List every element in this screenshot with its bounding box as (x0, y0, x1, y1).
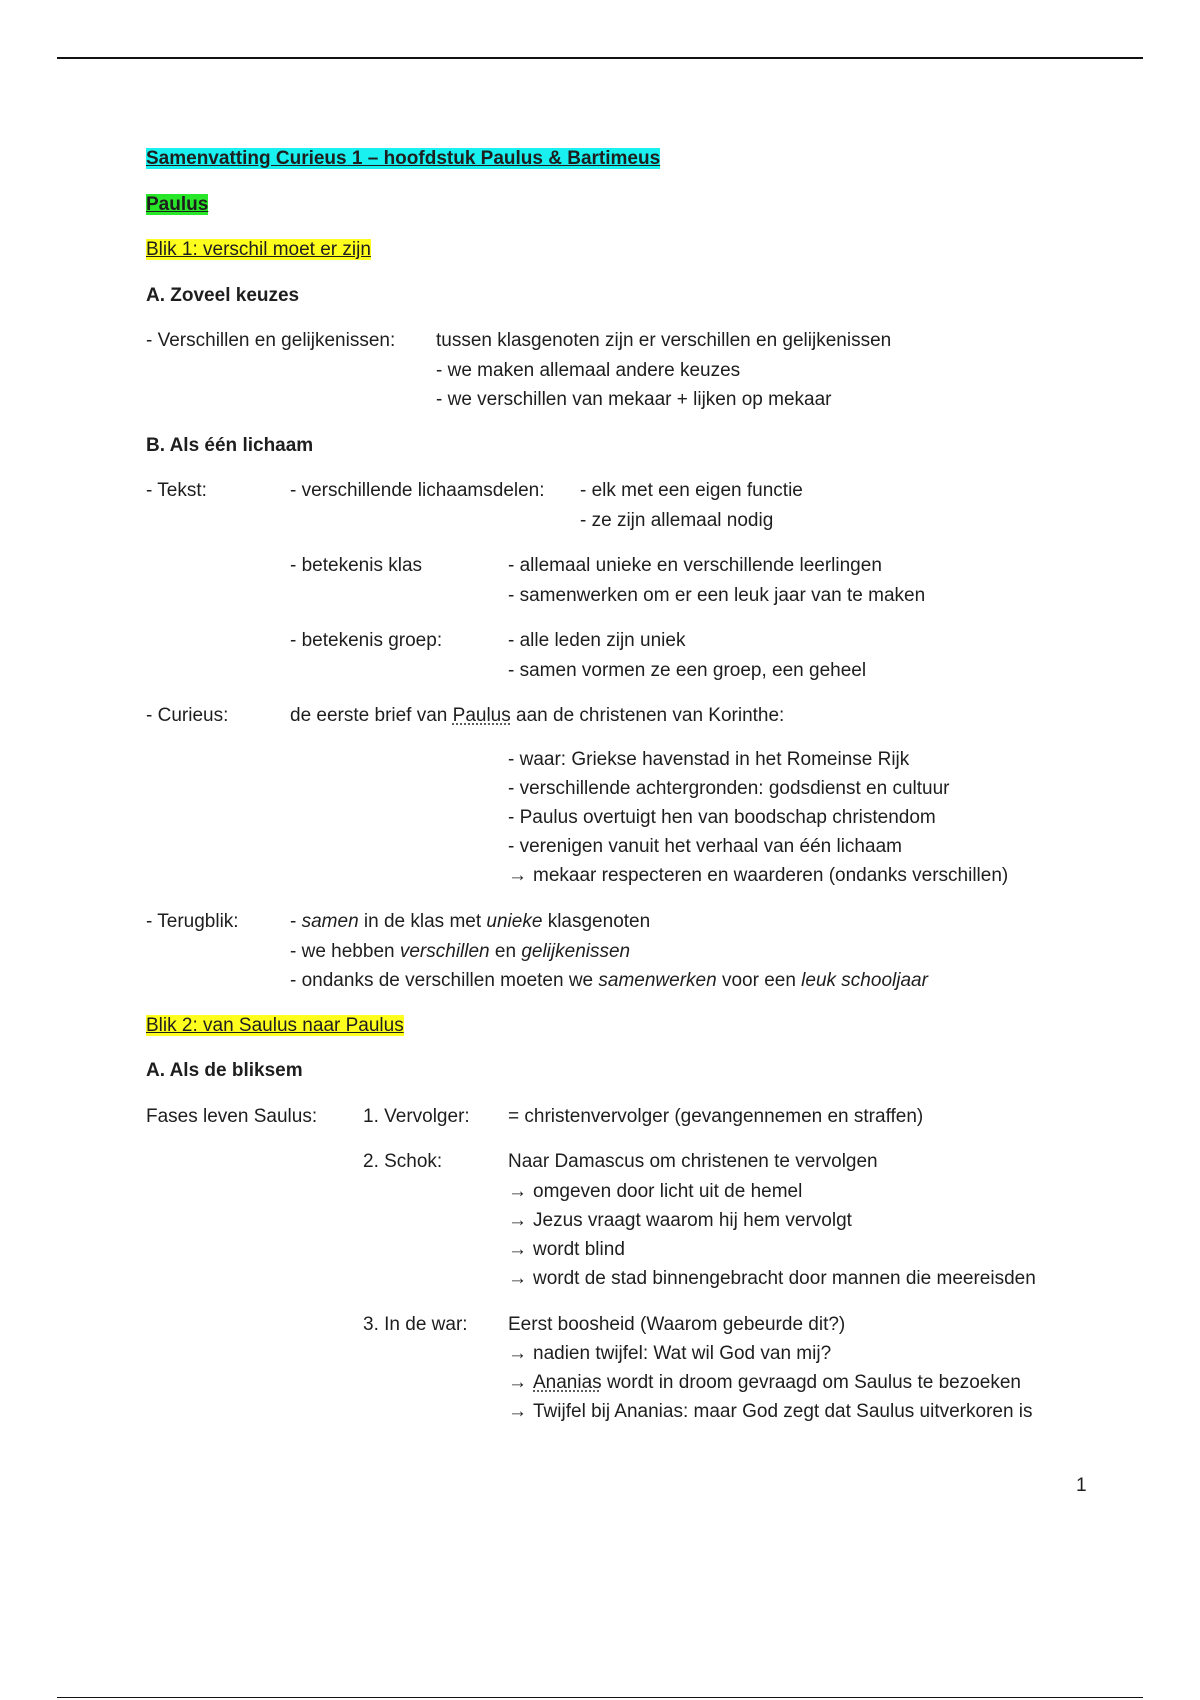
arrow-right-icon: → (508, 1343, 527, 1364)
blik2-heading: Blik 2: van Saulus naar Paulus (146, 1015, 404, 1036)
fases-label: Fases leven Saulus: (146, 1106, 318, 1127)
fase2-point-3: → wordt blind (508, 1239, 625, 1260)
verschillen-label: - Verschillen en gelijkenissen: (146, 330, 396, 351)
groep-point-1: - alle leden zijn uniek (508, 630, 686, 651)
section-heading-paulus: Paulus (146, 194, 209, 215)
arrow-right-icon: → (508, 865, 527, 886)
fase3-label: 3. In de war: (363, 1314, 468, 1335)
blik1-a-heading: A. Zoveel keuzes (146, 285, 300, 306)
arrow-right-icon: → (508, 1239, 527, 1260)
lichaamsdelen-point-2: - ze zijn allemaal nodig (580, 510, 774, 531)
lichaamsdelen-label: - verschillende lichaamsdelen: (290, 480, 545, 501)
arrow-right-icon: → (508, 1401, 527, 1422)
fase3-point-2: → Ananias wordt in droom gevraagd om Saulus te bezoeken (508, 1372, 1021, 1393)
arrow-right-icon: → (508, 1210, 527, 1231)
klas-label: - betekenis klas (290, 555, 423, 576)
curieus-conclusion: → mekaar respecteren en waarderen (ondanks verschillen) (508, 865, 1009, 886)
tekst-label: - Tekst: (146, 480, 207, 501)
curieus-point-4: - verenigen vanuit het verhaal van één lichaam (508, 836, 902, 857)
terugblik-line-3: - ondanks de verschillen moeten we samenwerken voor een leuk schooljaar (290, 970, 928, 991)
spellcheck-word: Ananias (533, 1372, 602, 1393)
blik2-a-heading: A. Als de bliksem (146, 1060, 303, 1081)
verschillen-line-2: - we maken allemaal andere keuzes (436, 360, 741, 381)
terugblik-line-2: - we hebben verschillen en gelijkenissen (290, 941, 631, 962)
groep-label: - betekenis groep: (290, 630, 443, 651)
top-rule (57, 57, 1143, 59)
bottom-rule (57, 1697, 1143, 1698)
terugblik-line-1: - samen in de klas met unieke klasgenoten (290, 911, 651, 932)
groep-point-2: - samen vormen ze een groep, een geheel (508, 660, 867, 681)
fase2-point-1: → omgeven door licht uit de hemel (508, 1181, 803, 1202)
curieus-label: - Curieus: (146, 705, 229, 726)
arrow-right-icon: → (508, 1372, 527, 1393)
page-number: 1 (1076, 1475, 1087, 1496)
fase2-text: Naar Damascus om christenen te vervolgen (508, 1151, 878, 1172)
fase3-point-3: → Twijfel bij Ananias: maar God zegt dat Saulus uitverkoren is (508, 1401, 1033, 1422)
fase3-point-1: → nadien twijfel: Wat wil God van mij? (508, 1343, 832, 1364)
klas-point-1: - allemaal unieke en verschillende leerlingen (508, 555, 882, 576)
blik1-b-heading: B. Als één lichaam (146, 435, 314, 456)
verschillen-line-1: tussen klasgenoten zijn er verschillen en gelijkenissen (436, 330, 892, 351)
verschillen-line-3: - we verschillen van mekaar + lijken op mekaar (436, 389, 832, 410)
document-title: Samenvatting Curieus 1 – hoofdstuk Paulus & Bartimeus (146, 148, 661, 169)
fase2-point-4: → wordt de stad binnengebracht door mannen die meereisden (508, 1268, 1036, 1289)
klas-point-2: - samenwerken om er een leuk jaar van te maken (508, 585, 926, 606)
spellcheck-word: Paulus (452, 705, 511, 726)
curieus-point-1: - waar: Griekse havenstad in het Romeinse Rijk (508, 749, 910, 770)
curieus-point-3: - Paulus overtuigt hen van boodschap christendom (508, 807, 936, 828)
arrow-right-icon: → (508, 1181, 527, 1202)
fase2-label: 2. Schok: (363, 1151, 443, 1172)
fase1-label: 1. Vervolger: (363, 1106, 470, 1127)
fase2-point-2: → Jezus vraagt waarom hij hem vervolgt (508, 1210, 852, 1231)
fase3-text: Eerst boosheid (Waarom gebeurde dit?) (508, 1314, 846, 1335)
terugblik-label: - Terugblik: (146, 911, 239, 932)
curieus-point-2: - verschillende achtergronden: godsdienst en cultuur (508, 778, 950, 799)
arrow-right-icon: → (508, 1268, 527, 1289)
lichaamsdelen-point-1: - elk met een eigen functie (580, 480, 803, 501)
curieus-text: de eerste brief van Paulus aan de christenen van Korinthe: (290, 705, 785, 726)
blik1-heading: Blik 1: verschil moet er zijn (146, 239, 371, 260)
fase1-text: = christenvervolger (gevangennemen en straffen) (508, 1106, 924, 1127)
